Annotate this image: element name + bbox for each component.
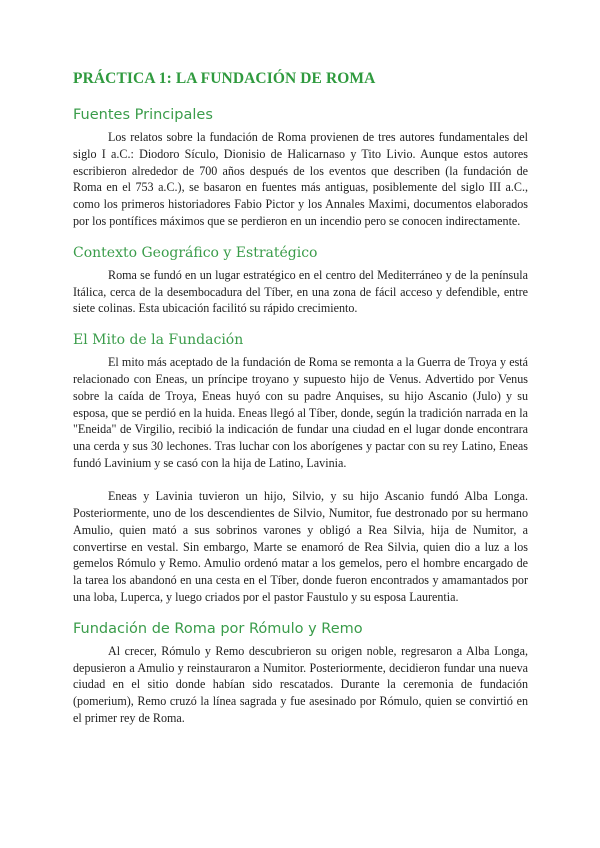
paragraph: Roma se fundó en un lugar estratégico en el centro del Mediterráneo y de la península Itálica, cerca de la desembocadura del Tíber, en una zona de fácil acceso y defendible, entre siete colinas. Esta ubicación facilitó su rápido crecimiento. — [73, 267, 528, 316]
paragraph: El mito más aceptado de la fundación de Roma se remonta a la Guerra de Troya y está relacionado con Eneas, un príncipe troyano y supuesto hijo de Venus. Advertido por Venus sobre la caída de Troya, Eneas huyó con su padre Anquises, su hijo Ascanio (Julo) y su esposa, que se perdió en la huida. Eneas llegó al Tíber, donde, según la tradición narrada en la "Eneida" de Virgilio, recibió la indicación de fundar una ciudad en el lugar donde encontrara una cerda y sus 30 lechones. Tras luchar con los aborígenes y pactar con su rey Latino, Eneas fundó Lavinium y se casó con la hija de Latino, Lavinia. — [73, 355, 528, 470]
paragraph: Eneas y Lavinia tuvieron un hijo, Silvio, y su hijo Ascanio fundó Alba Longa. Posteriormente, uno de los descendientes de Silvio, Numitor, fue destronado por su hermano Amulio, quien mató a sus sobrinos varones y obligó a Rea Silvia, hija de Numitor, a convertirse en vestal. Sin embargo, Marte se enamoró de Rea Silvia, quien dio a luz a los gemelos Rómulo y Remo. Amulio ordenó matar a los gemelos, pero el hombre encargado de la tarea los abandonó en una cesta en el Tíber, donde fueron encontrados y amamantados por una loba, Luperca, y luego criados por el pastor Faustulo y su esposa Laurentia. — [73, 489, 528, 605]
document-title: PRÁCTICA 1: LA FUNDACIÓN DE ROMA — [73, 70, 376, 87]
document-page — [73, 70, 528, 742]
paragraph: Los relatos sobre la fundación de Roma provienen de tres autores fundamentales del siglo I a.C.: Diodoro Sículo, Dionisio de Halicarnaso y Tito Livio. Aunque estos autores escribieron alrededor de 700 años después de los eventos que describen (la fundación de Roma en el 753 a.C.), se basaron en fuentes más antiguas, posiblemente del siglo III a.C., como los primeros historiadores Fabio Pictor y los Annales Maximi, documentos elaborados por los pontífices máximos que se perdieron en un incendio pero se conocen indirectamente. — [73, 130, 528, 228]
section-heading: El Mito de la Fundación — [73, 332, 244, 349]
section-fundacion — [73, 621, 528, 727]
section-heading: Fuentes Principales — [73, 107, 213, 123]
section-heading: Fundación de Roma por Rómulo y Remo — [73, 620, 363, 637]
section-heading: Contexto Geográfico y Estratégico — [73, 244, 318, 261]
section-mito — [73, 332, 528, 606]
section-contexto — [73, 245, 528, 317]
section-fuentes — [73, 107, 528, 230]
paragraph: Al crecer, Rómulo y Remo descubrieron su origen noble, regresaron a Alba Longa, depusieron a Amulio y reinstauraron a Numitor. Posteriormente, decidieron fundar una nueva ciudad en el sitio donde habían sido rescatados. Durante la ceremonia de fundación (pomerium), Remo cruzó la línea sagrada y fue asesinado por Rómulo, quien se convirtió en el primer rey de Roma. — [73, 643, 528, 726]
